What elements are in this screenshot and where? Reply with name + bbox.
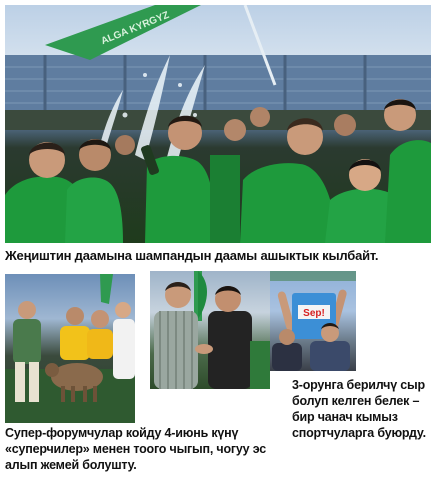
goat-photo-caption: Супер-форумчулар койду 4-июнь күнү «суперчилер» менен тоого чыгып, чогуу эс алып жемей болушту. <box>5 426 266 472</box>
stadium-stands <box>5 55 431 110</box>
main-photo-caption: Жеңиштин даамына шампандын даамы ашыктык кылбайт. <box>5 248 379 263</box>
box-label: Sep! <box>303 308 325 319</box>
goat-scene <box>5 274 135 423</box>
kumis-photo <box>270 271 356 371</box>
goat-photo <box>5 274 135 423</box>
banner-text: ALGA KYRGYZ <box>99 9 171 48</box>
kumis-photo-caption: 3-орунга берилчү сыр болуп келген белек – бир чанач кымыз спортчуларга буюрду. <box>292 378 426 440</box>
handshake-photo <box>150 271 270 389</box>
celebration-scene <box>5 5 431 243</box>
main-photo-celebration <box>5 5 431 243</box>
flag <box>100 274 113 304</box>
handshake <box>195 344 213 354</box>
handshake-scene <box>150 271 270 389</box>
kumis-scene <box>270 271 356 371</box>
